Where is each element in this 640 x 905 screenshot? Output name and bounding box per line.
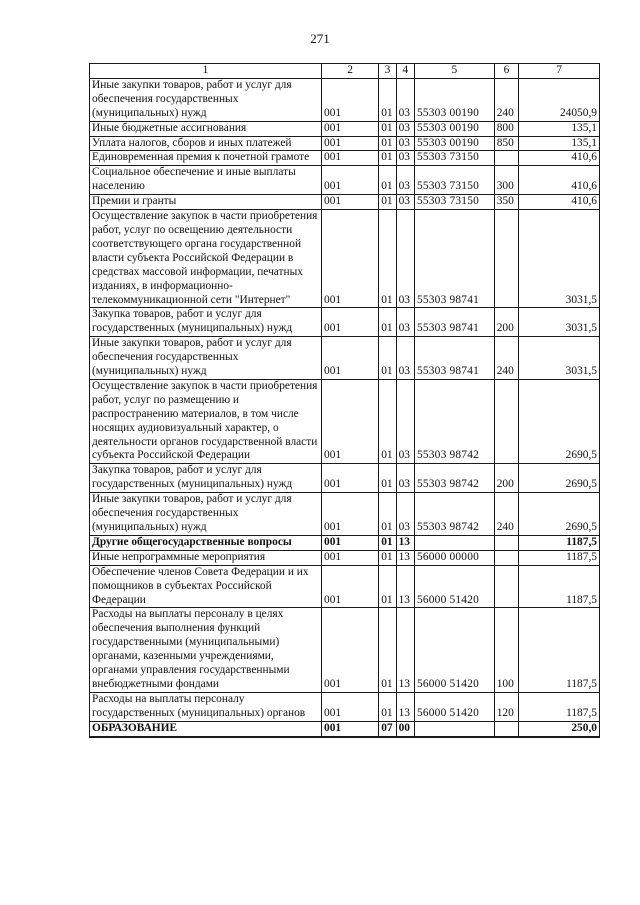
- admin-code-cell: 001: [322, 379, 379, 463]
- row-name-cell: ОБРАЗОВАНИЕ: [90, 721, 322, 736]
- expense-type-cell: [494, 721, 519, 736]
- table-row: [90, 608, 600, 692]
- row-name-cell: Расходы на выплаты персоналу государственных (муниципальных) органов: [90, 692, 322, 721]
- section-code-cell: 01: [379, 565, 396, 608]
- expense-type-cell: 800: [494, 121, 519, 136]
- amount-cell: 1187,5: [519, 565, 600, 608]
- target-article-cell: 55303 73150: [414, 151, 494, 166]
- section-code-cell: 01: [379, 210, 396, 308]
- expense-type-cell: [494, 550, 519, 565]
- expense-type-cell: 350: [494, 195, 519, 210]
- table-row: [90, 136, 600, 151]
- section-code-cell: 01: [379, 535, 396, 550]
- section-code-cell: 01: [379, 195, 396, 210]
- admin-code-cell: 001: [322, 210, 379, 308]
- admin-code-cell: 001: [322, 493, 379, 536]
- subsection-code-cell: 13: [396, 608, 414, 692]
- column-header: 4: [396, 64, 414, 79]
- amount-cell: 3031,5: [519, 210, 600, 308]
- table-row: [90, 493, 600, 536]
- row-name-cell: Осуществление закупок в части приобретения работ, услуг по освещению деятельности соответствующего органа государственной власти субъекта Российской Федерации в средствах массовой информации, печатных изданиях, в информационно-телекоммуникационной сети "Интернет": [90, 210, 322, 308]
- amount-cell: 250,0: [519, 721, 600, 736]
- expense-type-cell: [494, 379, 519, 463]
- section-code-cell: 01: [379, 337, 396, 380]
- target-article-cell: 55303 73150: [414, 195, 494, 210]
- target-article-cell: 55303 98741: [414, 308, 494, 337]
- table-row: [90, 464, 600, 493]
- table-row: [90, 535, 600, 550]
- expense-type-cell: 240: [494, 493, 519, 536]
- expense-type-cell: 850: [494, 136, 519, 151]
- section-code-cell: 07: [379, 721, 396, 736]
- row-name-cell: Иные закупки товаров, работ и услуг для обеспечения государственных (муниципальных) нужд: [90, 493, 322, 536]
- amount-cell: 24050,9: [519, 78, 600, 121]
- amount-cell: 135,1: [519, 136, 600, 151]
- table-row: [90, 78, 600, 121]
- table-row: [90, 721, 600, 736]
- budget-table: [89, 63, 600, 738]
- expense-type-cell: [494, 535, 519, 550]
- row-name-cell: Другие общегосударственные вопросы: [90, 535, 322, 550]
- amount-cell: 3031,5: [519, 308, 600, 337]
- table-row: [90, 166, 600, 195]
- amount-cell: 410,6: [519, 195, 600, 210]
- subsection-code-cell: 03: [396, 78, 414, 121]
- expense-type-cell: [494, 151, 519, 166]
- target-article-cell: 55303 98742: [414, 464, 494, 493]
- subsection-code-cell: 03: [396, 121, 414, 136]
- admin-code-cell: 001: [322, 535, 379, 550]
- subsection-code-cell: 03: [396, 136, 414, 151]
- admin-code-cell: 001: [322, 565, 379, 608]
- section-code-cell: 01: [379, 493, 396, 536]
- section-code-cell: 01: [379, 550, 396, 565]
- expense-type-cell: 200: [494, 308, 519, 337]
- row-name-cell: Единовременная премия к почетной грамоте: [90, 151, 322, 166]
- section-code-cell: 01: [379, 308, 396, 337]
- expense-type-cell: 240: [494, 78, 519, 121]
- subsection-code-cell: 03: [396, 210, 414, 308]
- section-code-cell: 01: [379, 379, 396, 463]
- expense-type-cell: [494, 210, 519, 308]
- expense-type-cell: 200: [494, 464, 519, 493]
- column-header: 7: [519, 64, 600, 79]
- target-article-cell: [414, 721, 494, 736]
- column-number-row: [90, 64, 600, 79]
- section-code-cell: 01: [379, 136, 396, 151]
- section-code-cell: 01: [379, 151, 396, 166]
- row-name-cell: Расходы на выплаты персоналу в целях обеспечения выполнения функций государственными (муниципальными) органами, казенными учреждениями, органами управления государственными внебюджетными фондами: [90, 608, 322, 692]
- page-number: 271: [310, 31, 330, 46]
- subsection-code-cell: 03: [396, 379, 414, 463]
- column-header: 2: [322, 64, 379, 79]
- target-article-cell: 56000 51420: [414, 608, 494, 692]
- subsection-code-cell: 03: [396, 166, 414, 195]
- row-name-cell: Осуществление закупок в части приобретения работ, услуг по размещению и распространению материалов, в том числе носящих аудиовизуальный характер, о деятельности органов государственной власти субъекта Российской Федерации: [90, 379, 322, 463]
- column-header: 5: [414, 64, 494, 79]
- row-name-cell: Социальное обеспечение и иные выплаты населению: [90, 166, 322, 195]
- table-row: [90, 565, 600, 608]
- expense-type-cell: 300: [494, 166, 519, 195]
- target-article-cell: 55303 98742: [414, 493, 494, 536]
- admin-code-cell: 001: [322, 78, 379, 121]
- admin-code-cell: 001: [322, 121, 379, 136]
- amount-cell: 410,6: [519, 151, 600, 166]
- table-row: [90, 210, 600, 308]
- admin-code-cell: 001: [322, 166, 379, 195]
- target-article-cell: [414, 535, 494, 550]
- target-article-cell: 55303 00190: [414, 78, 494, 121]
- row-name-cell: Иные бюджетные ассигнования: [90, 121, 322, 136]
- table-row: [90, 151, 600, 166]
- section-code-cell: 01: [379, 608, 396, 692]
- column-header: 6: [494, 64, 519, 79]
- column-header: 3: [379, 64, 396, 79]
- expense-type-cell: 120: [494, 692, 519, 721]
- amount-cell: 3031,5: [519, 337, 600, 380]
- admin-code-cell: 001: [322, 550, 379, 565]
- subsection-code-cell: 03: [396, 308, 414, 337]
- row-name-cell: Уплата налогов, сборов и иных платежей: [90, 136, 322, 151]
- admin-code-cell: 001: [322, 692, 379, 721]
- section-code-cell: 01: [379, 464, 396, 493]
- subsection-code-cell: 13: [396, 535, 414, 550]
- target-article-cell: 55303 98741: [414, 337, 494, 380]
- expense-type-cell: 240: [494, 337, 519, 380]
- subsection-code-cell: 03: [396, 195, 414, 210]
- table-row: [90, 121, 600, 136]
- table-row: [90, 308, 600, 337]
- row-name-cell: Закупка товаров, работ и услуг для государственных (муниципальных) нужд: [90, 308, 322, 337]
- admin-code-cell: 001: [322, 464, 379, 493]
- row-name-cell: Обеспечение членов Совета Федерации и их помощников в субъектах Российской Федерации: [90, 565, 322, 608]
- subsection-code-cell: 13: [396, 550, 414, 565]
- admin-code-cell: 001: [322, 151, 379, 166]
- section-code-cell: 01: [379, 692, 396, 721]
- section-code-cell: 01: [379, 121, 396, 136]
- target-article-cell: 55303 98741: [414, 210, 494, 308]
- row-name-cell: Иные закупки товаров, работ и услуг для обеспечения государственных (муниципальных) нужд: [90, 78, 322, 121]
- row-name-cell: Премии и гранты: [90, 195, 322, 210]
- subsection-code-cell: 03: [396, 151, 414, 166]
- amount-cell: 2690,5: [519, 379, 600, 463]
- column-header: 1: [90, 64, 322, 79]
- expense-type-cell: [494, 565, 519, 608]
- table-row: [90, 337, 600, 380]
- subsection-code-cell: 03: [396, 464, 414, 493]
- admin-code-cell: 001: [322, 721, 379, 736]
- subsection-code-cell: 00: [396, 721, 414, 736]
- target-article-cell: 56000 00000: [414, 550, 494, 565]
- expense-type-cell: 100: [494, 608, 519, 692]
- row-name-cell: Закупка товаров, работ и услуг для государственных (муниципальных) нужд: [90, 464, 322, 493]
- target-article-cell: 55303 98742: [414, 379, 494, 463]
- amount-cell: 1187,5: [519, 692, 600, 721]
- row-name-cell: Иные непрограммные мероприятия: [90, 550, 322, 565]
- table-row: [90, 379, 600, 463]
- amount-cell: 1187,5: [519, 535, 600, 550]
- subsection-code-cell: 13: [396, 692, 414, 721]
- target-article-cell: 55303 00190: [414, 136, 494, 151]
- amount-cell: 410,6: [519, 166, 600, 195]
- amount-cell: 1187,5: [519, 608, 600, 692]
- subsection-code-cell: 13: [396, 565, 414, 608]
- subsection-code-cell: 03: [396, 337, 414, 380]
- amount-cell: 1187,5: [519, 550, 600, 565]
- amount-cell: 2690,5: [519, 464, 600, 493]
- table-row: [90, 692, 600, 721]
- section-code-cell: 01: [379, 78, 396, 121]
- subsection-code-cell: 03: [396, 493, 414, 536]
- amount-cell: 135,1: [519, 121, 600, 136]
- admin-code-cell: 001: [322, 195, 379, 210]
- target-article-cell: 55303 73150: [414, 166, 494, 195]
- table-row: [90, 550, 600, 565]
- target-article-cell: 56000 51420: [414, 692, 494, 721]
- table-body: [90, 78, 600, 736]
- target-article-cell: 55303 00190: [414, 121, 494, 136]
- row-name-cell: Иные закупки товаров, работ и услуг для обеспечения государственных (муниципальных) нужд: [90, 337, 322, 380]
- table-row: [90, 195, 600, 210]
- target-article-cell: 56000 51420: [414, 565, 494, 608]
- admin-code-cell: 001: [322, 337, 379, 380]
- amount-cell: 2690,5: [519, 493, 600, 536]
- admin-code-cell: 001: [322, 308, 379, 337]
- section-code-cell: 01: [379, 166, 396, 195]
- admin-code-cell: 001: [322, 136, 379, 151]
- admin-code-cell: 001: [322, 608, 379, 692]
